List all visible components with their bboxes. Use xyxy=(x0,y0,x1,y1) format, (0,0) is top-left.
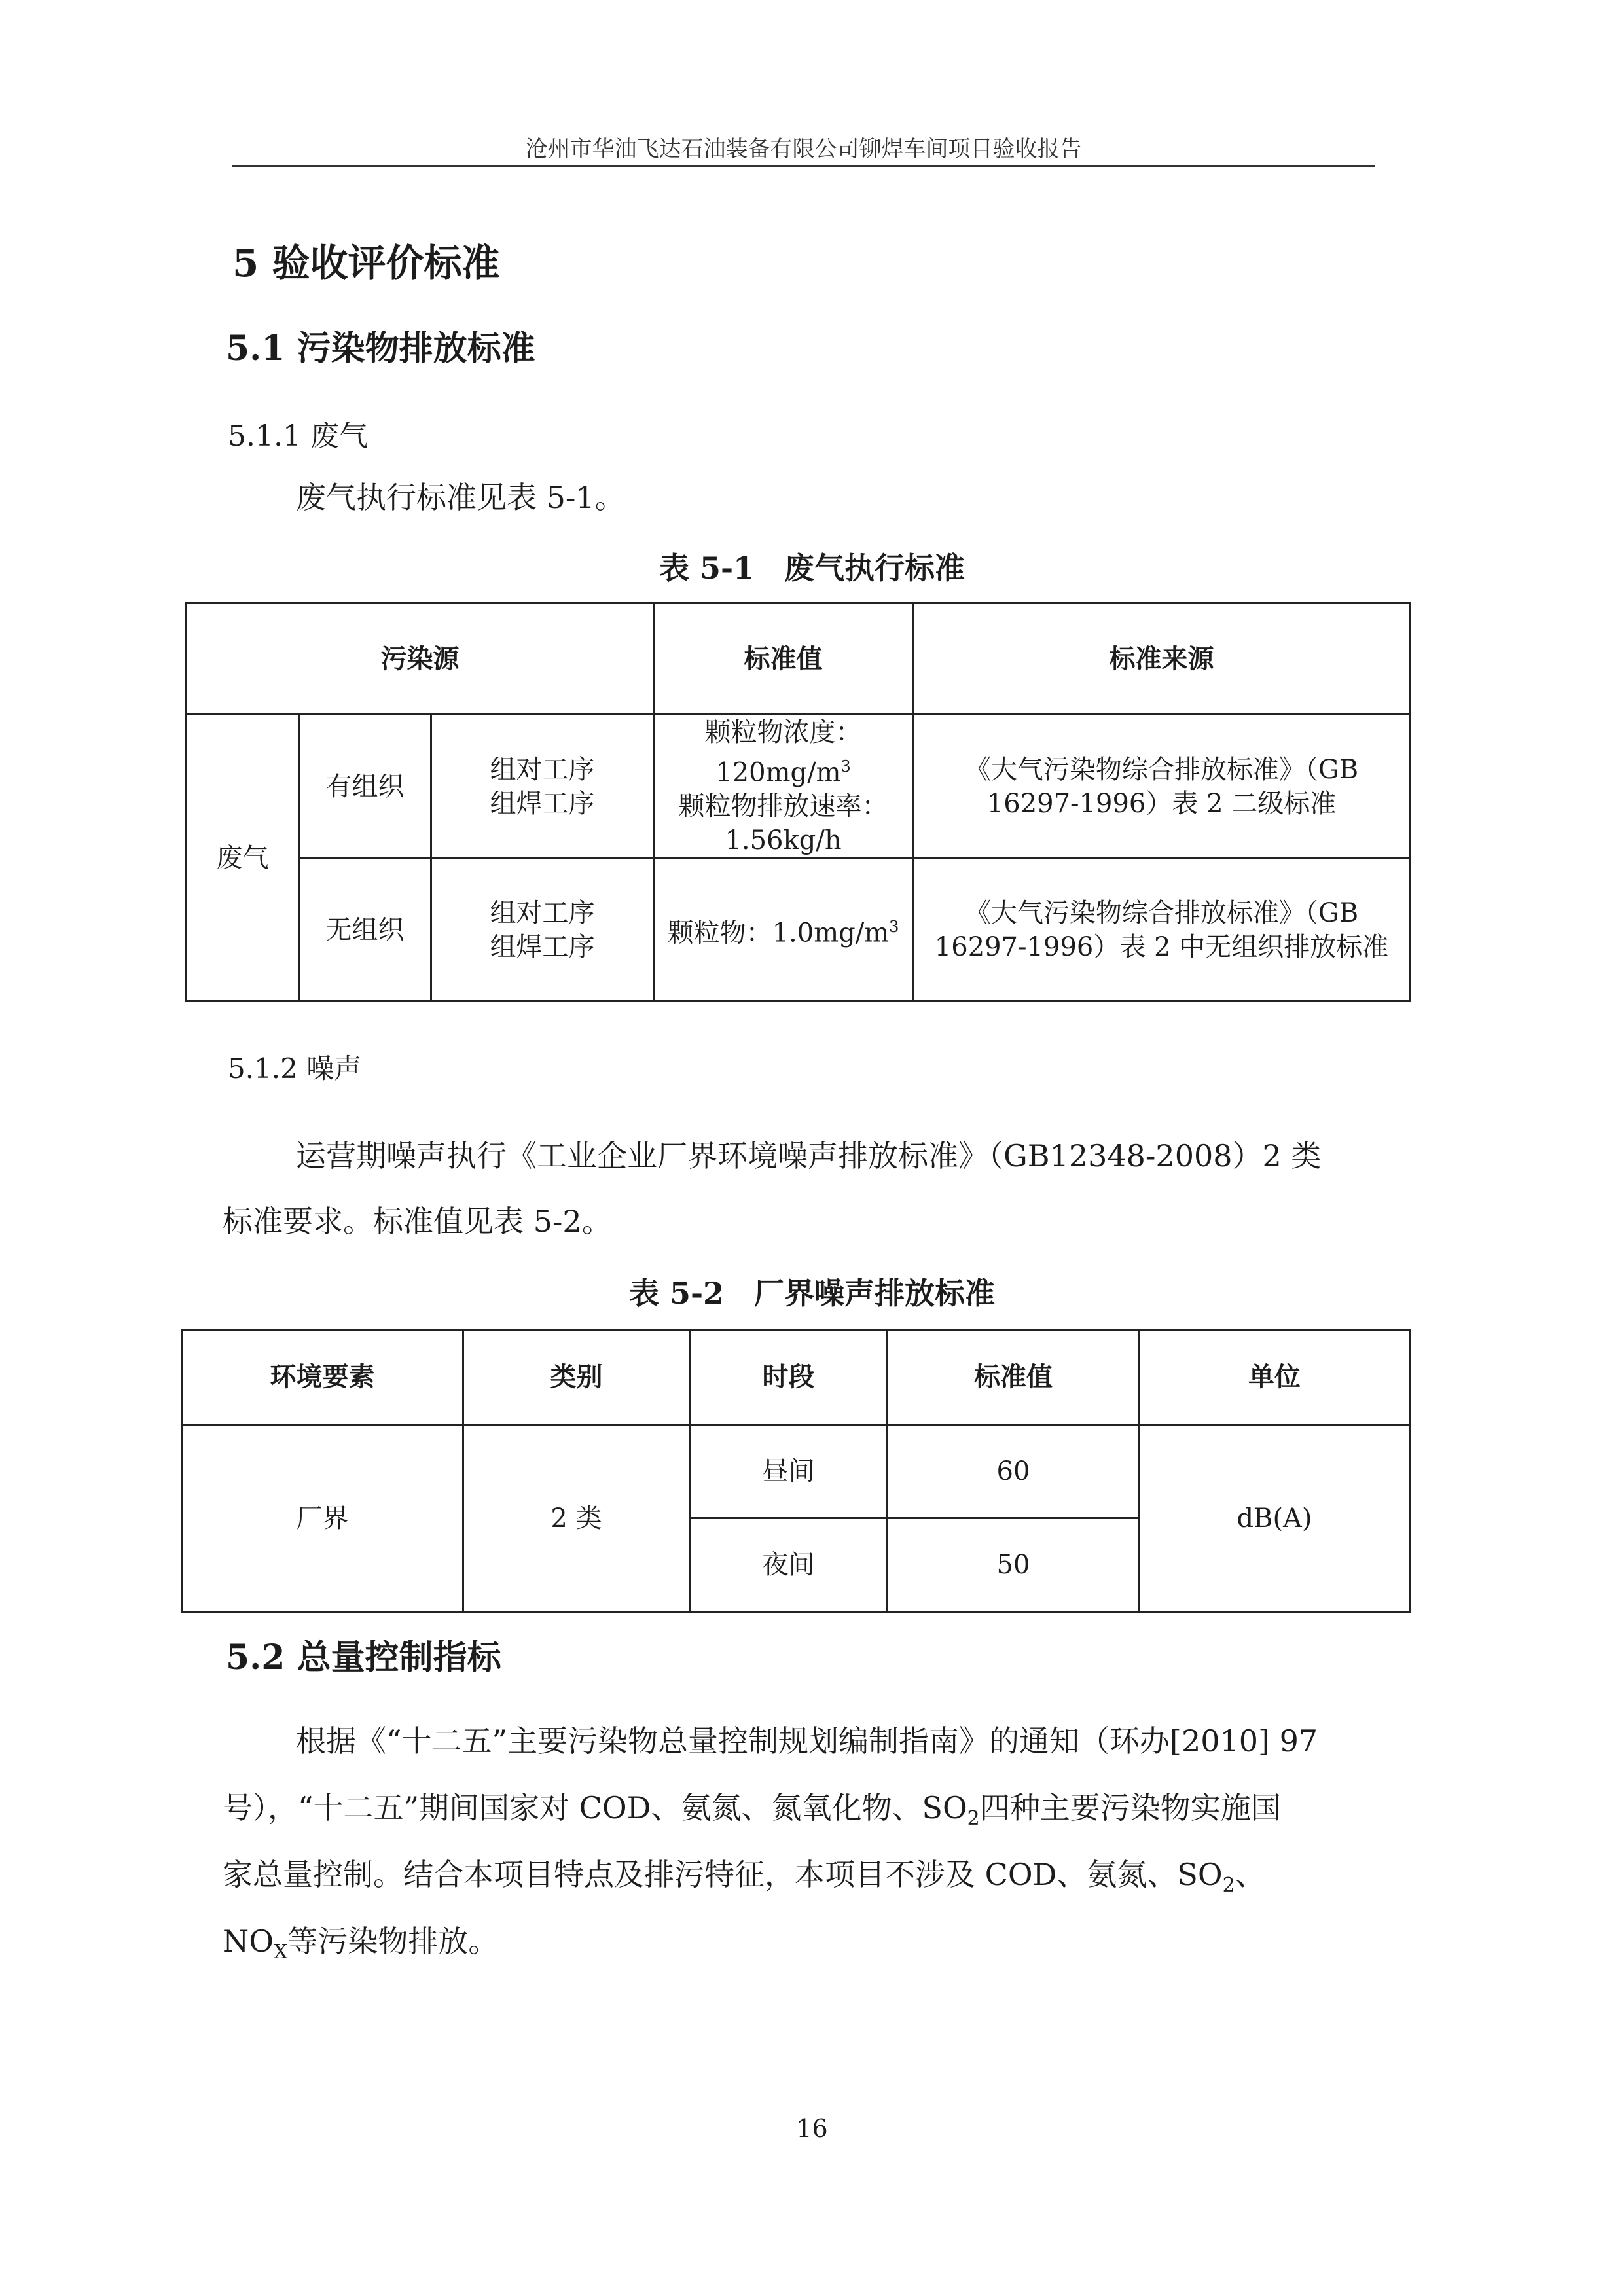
origin-line: 16297-1996）表 2 二级标准 xyxy=(986,788,1337,819)
paragraph-total-line-2 xyxy=(223,1775,1281,1852)
unit-cell: dB(A) xyxy=(1140,1425,1410,1612)
value-cell: 60 xyxy=(888,1425,1140,1518)
text-run: 等污染物排放。 xyxy=(287,1924,499,1959)
category-cell: 2 类 xyxy=(463,1425,690,1612)
type-cell: 有组织 xyxy=(299,715,431,859)
table-row xyxy=(182,1425,1410,1518)
table-5-1 xyxy=(185,602,1411,1002)
table-5-2-caption: 表 5-2 厂界噪声排放标准 xyxy=(628,1276,996,1311)
paragraph-total-line-4 xyxy=(223,1909,498,1985)
text-run: NO xyxy=(223,1924,274,1959)
text-run: 家总量控制。结合本项目特点及排污特征，本项目不涉及 COD、氨氮、SO xyxy=(223,1857,1223,1892)
subscript: X xyxy=(273,1941,288,1964)
paragraph-noise-line-1: 运营期噪声执行《工业企业厂界环境噪声排放标准》（GB12348-2008）2 类 xyxy=(296,1138,1322,1174)
subscript: 2 xyxy=(1222,1874,1235,1897)
origin-cell xyxy=(913,715,1411,859)
superscript: 3 xyxy=(840,757,851,776)
table-row xyxy=(187,603,1411,715)
text-run: 号），“十二五”期间国家对 COD、氨氮、氮氧化物、SO xyxy=(223,1790,967,1825)
table-row xyxy=(182,1330,1410,1425)
paragraph-noise-line-2: 标准要求。标准值见表 5-2。 xyxy=(223,1204,612,1239)
period-cell: 昼间 xyxy=(690,1425,888,1518)
process-line: 组对工序 xyxy=(490,754,595,785)
header-cell-category: 类别 xyxy=(463,1330,690,1425)
header-cell-period: 时段 xyxy=(690,1330,888,1425)
table-row xyxy=(187,859,1411,1001)
value-text: 120mg/m xyxy=(715,757,841,788)
header-cell-origin: 标准来源 xyxy=(913,603,1411,715)
superscript: 3 xyxy=(889,918,899,937)
value-cell: 50 xyxy=(888,1518,1140,1612)
value-cell xyxy=(654,859,913,1001)
process-line: 组焊工序 xyxy=(490,931,595,962)
origin-cell xyxy=(913,859,1411,1001)
process-line: 组焊工序 xyxy=(490,788,595,819)
origin-line: 16297-1996）表 2 中无组织排放标准 xyxy=(934,931,1389,962)
paragraph-total-line-1: 根据《“十二五”主要污染物总量控制规划编制指南》的通知（环办[2010] 97 xyxy=(296,1723,1318,1759)
origin-line: 《大气污染物综合排放标准》（GB xyxy=(964,897,1359,928)
section-title: 5 验收评价标准 xyxy=(232,241,500,285)
subscript: 2 xyxy=(967,1807,980,1831)
table-5-2 xyxy=(181,1329,1411,1613)
value-line xyxy=(660,749,907,789)
header-cell-value: 标准值 xyxy=(654,603,913,715)
header-cell-source: 污染源 xyxy=(187,603,654,715)
process-cell xyxy=(431,859,654,1001)
subsubsection-title-5-1-1: 5.1.1 废气 xyxy=(228,420,368,453)
value-line: 颗粒物排放速率： xyxy=(678,791,888,822)
subsubsection-title-5-1-2: 5.1.2 噪声 xyxy=(228,1052,362,1085)
table-5-1-caption: 表 5-1 废气执行标准 xyxy=(659,550,965,586)
value-line: 1.56kg/h xyxy=(725,825,842,856)
paragraph-waste-gas: 废气执行标准见表 5-1。 xyxy=(296,480,625,515)
paragraph-total-line-3 xyxy=(223,1842,1265,1918)
running-header: 沧州市华油飞达石油装备有限公司铆焊车间项目验收报告 xyxy=(525,136,1082,162)
period-cell: 夜间 xyxy=(690,1518,888,1612)
element-cell: 厂界 xyxy=(182,1425,463,1612)
process-line: 组对工序 xyxy=(490,897,595,928)
text-run: 四种主要污染物实施国 xyxy=(979,1790,1281,1825)
header-cell-element: 环境要素 xyxy=(182,1330,463,1425)
origin-line: 《大气污染物综合排放标准》（GB xyxy=(964,754,1359,785)
value-cell xyxy=(654,715,913,859)
subsection-title-5-1: 5.1 污染物排放标准 xyxy=(226,329,535,368)
value-line: 颗粒物浓度： xyxy=(704,717,862,747)
header-rule xyxy=(232,165,1375,167)
table-row xyxy=(187,715,1411,859)
subsection-title-5-2: 5.2 总量控制指标 xyxy=(226,1638,501,1677)
category-cell: 废气 xyxy=(187,715,299,1001)
value-text: 颗粒物：1.0mg/m xyxy=(667,918,890,948)
page-number: 16 xyxy=(796,2114,828,2143)
process-cell xyxy=(431,715,654,859)
text-run: 、 xyxy=(1235,1857,1265,1892)
header-cell-unit: 单位 xyxy=(1140,1330,1410,1425)
type-cell: 无组织 xyxy=(299,859,431,1001)
header-cell-value: 标准值 xyxy=(888,1330,1140,1425)
